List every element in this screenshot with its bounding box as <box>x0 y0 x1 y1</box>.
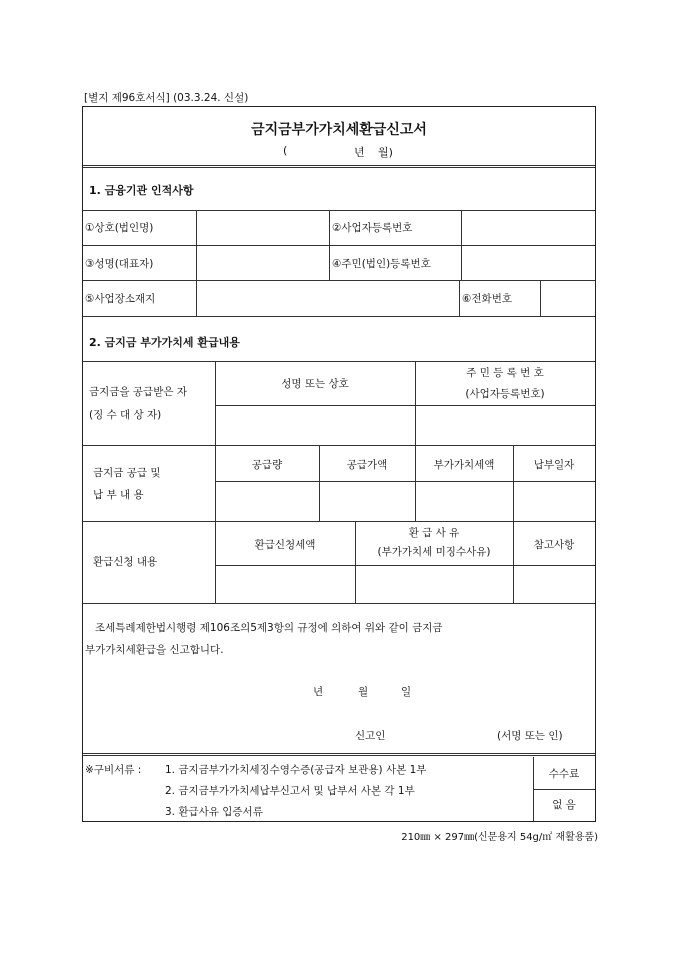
supply-qty-header: 공급량 <box>251 459 283 471</box>
vat-amount-header: 부가가치세액 <box>433 459 495 471</box>
resident-reg-header-1: 주 민 등 록 번 호 <box>466 367 544 379</box>
divider <box>83 521 595 522</box>
form-title: 금지금부가가치세환급신고서 <box>251 122 427 138</box>
divider <box>83 361 595 362</box>
divider <box>215 405 595 406</box>
attachment-item-3: 3. 환급사유 입증서류 <box>165 806 263 818</box>
form-box <box>82 106 596 822</box>
refund-reason-header-1: 환 급 사 유 <box>408 527 460 539</box>
date-day-label: 일 <box>401 686 412 698</box>
declaration-line-1: 조세특례제한법시행령 제106조의5제3항의 규정에 의하여 위와 같이 금지금 <box>95 622 443 634</box>
period-year: 년 <box>354 146 365 159</box>
section2-title: 2. 금지금 부가가치세 환급내용 <box>89 336 240 349</box>
divider <box>83 245 595 246</box>
period-open: ( <box>283 144 288 157</box>
divider <box>540 280 541 316</box>
remarks-header: 참고사항 <box>533 539 575 551</box>
payment-date-header: 납부일자 <box>533 459 575 471</box>
fee-label: 수수료 <box>548 768 580 780</box>
company-name-label: ①상호(법인명) <box>85 222 154 234</box>
name-or-company-header: 성명 또는 상호 <box>281 378 349 390</box>
address-label: ⑤사업장소재지 <box>85 293 156 305</box>
recipient-label-2: (징 수 대 상 자) <box>89 409 162 421</box>
refund-amount-header: 환급신청세액 <box>254 539 316 551</box>
declaration-line-2: 부가가치세환급을 신고합니다. <box>85 644 224 656</box>
divider <box>83 603 595 604</box>
refund-label: 환급신청 내용 <box>93 556 158 568</box>
date-month-label: 월 <box>358 686 369 698</box>
divider <box>196 210 197 316</box>
divider <box>83 165 595 168</box>
fee-value: 없 음 <box>552 799 576 811</box>
divider <box>215 565 595 566</box>
divider <box>533 789 595 790</box>
applicant-label: 신고인 <box>355 730 386 742</box>
date-year-label: 년 <box>313 686 324 698</box>
biz-reg-no-label: ②사업자등록번호 <box>332 222 413 234</box>
supply-label-2: 납 부 내 용 <box>93 489 144 501</box>
divider <box>83 280 595 281</box>
attachment-item-2: 2. 금지금부가가치세납부신고서 및 납부서 사본 각 1부 <box>165 785 415 797</box>
signature-label: (서명 또는 인) <box>497 730 563 742</box>
divider <box>83 210 595 211</box>
divider <box>83 316 595 317</box>
divider <box>83 753 595 756</box>
divider <box>459 280 460 316</box>
supply-price-header: 공급가액 <box>346 459 388 471</box>
resident-reg-header-2: (사업자등록번호) <box>465 388 545 400</box>
divider <box>215 521 216 603</box>
divider <box>83 445 595 446</box>
recipient-label-1: 금지금을 공급받은 자 <box>89 386 187 398</box>
resident-no-label: ④주민(법인)등록번호 <box>332 258 431 270</box>
section1-title: 1. 금융기관 인적사항 <box>89 184 194 197</box>
form-number-label: [별지 제96호서식] (03.3.24. 신설) <box>84 92 249 104</box>
paper-spec-footer: 210㎜ × 297㎜(신문용지 54g/㎡ 재활용품) <box>401 832 598 843</box>
divider <box>215 481 595 482</box>
period-month: 월) <box>378 146 393 159</box>
phone-label: ⑥전화번호 <box>462 293 512 305</box>
supply-label-1: 금지금 공급 및 <box>93 467 161 479</box>
attachment-item-1: 1. 금지금부가가치세징수영수증(공급자 보관용) 사본 1부 <box>165 764 427 776</box>
attachments-label: ※구비서류 : <box>85 764 142 776</box>
rep-name-label: ③성명(대표자) <box>85 258 154 270</box>
refund-reason-header-2: (부가가치세 미징수사유) <box>377 546 491 558</box>
